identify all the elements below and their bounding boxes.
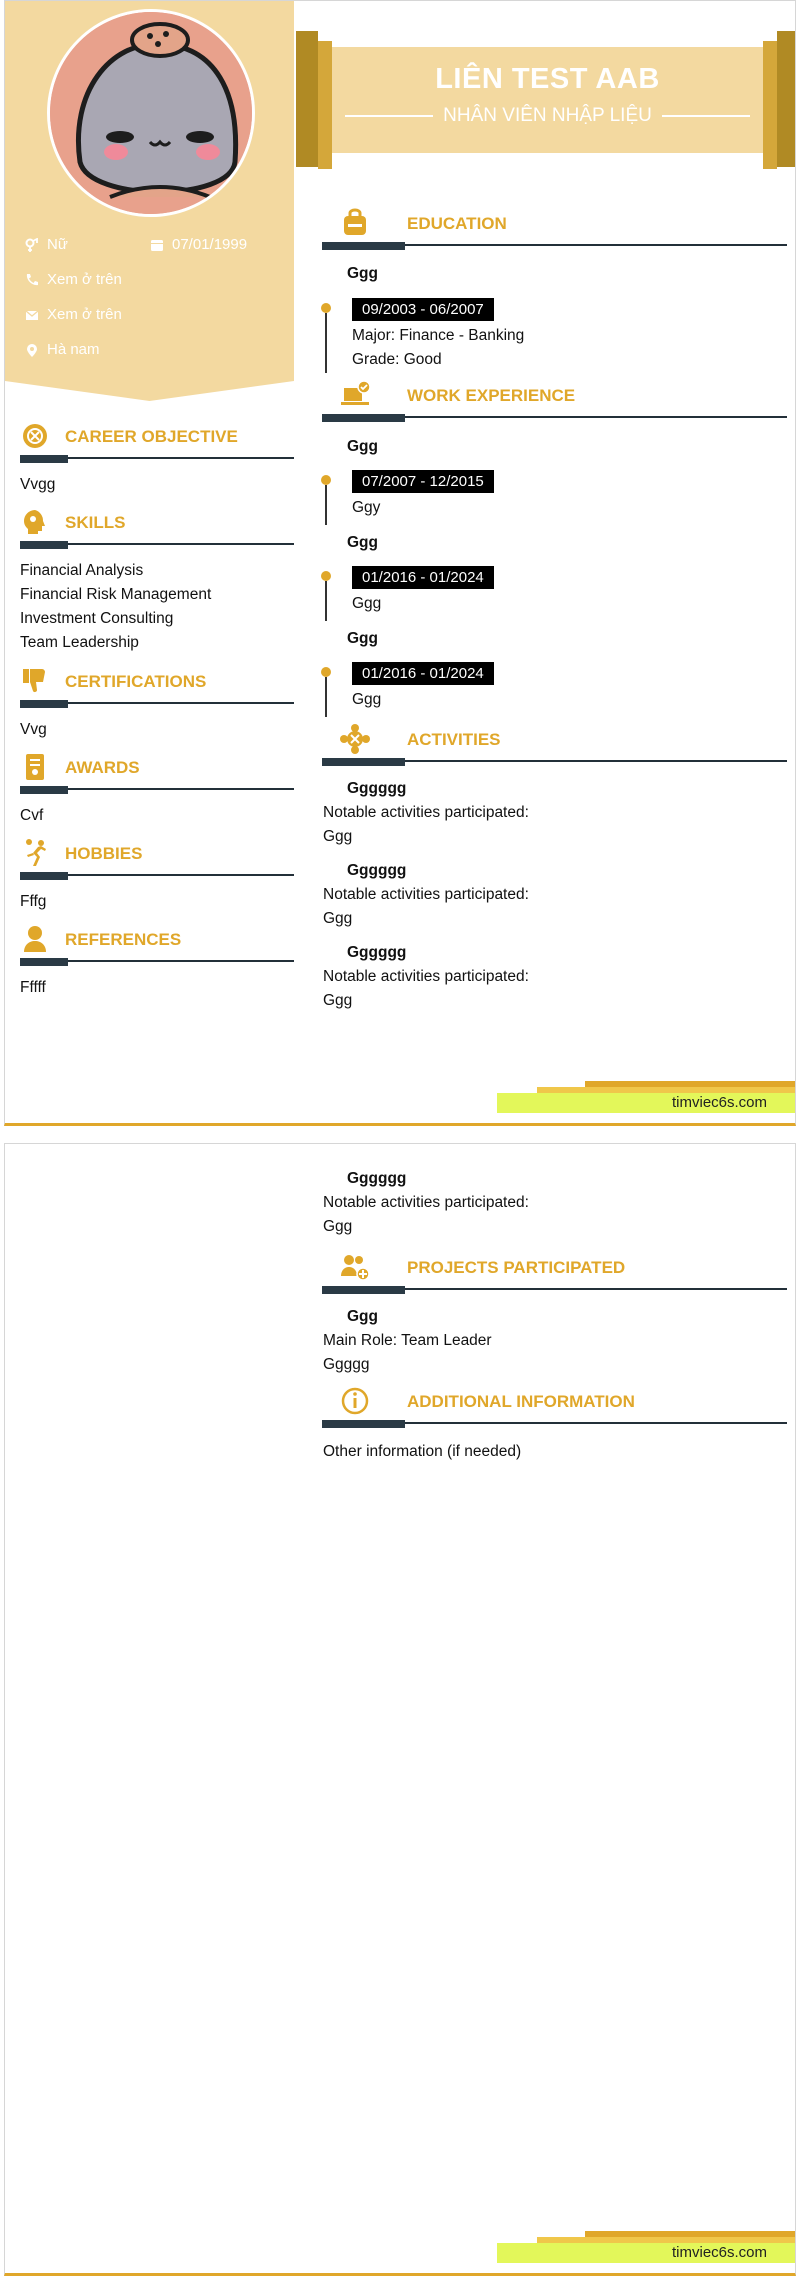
title-rule-right <box>662 115 750 117</box>
section-career-objective <box>20 421 294 465</box>
gender-icon <box>25 238 39 252</box>
phone-icon <box>25 273 39 287</box>
work-dates: 01/2016 - 01/2024 <box>352 566 494 589</box>
company-name: Ggg <box>347 630 378 647</box>
activity-description: Ggg <box>323 910 353 927</box>
company-name: Ggg <box>347 438 378 455</box>
email-field <box>25 306 122 323</box>
section-title: ADDITIONAL INFORMATION <box>407 1392 635 1411</box>
section-rule-accent <box>20 872 68 880</box>
header-decor-left-inner <box>318 41 332 169</box>
education-grade: Grade: Good <box>352 351 442 368</box>
activity-description: Ggg <box>323 992 353 1009</box>
info-icon <box>340 1386 370 1416</box>
skill-item: Investment Consulting <box>20 610 174 627</box>
gender-field <box>25 236 68 253</box>
calendar-icon <box>150 238 164 252</box>
section-rule-accent <box>322 1420 405 1428</box>
section-hobbies <box>20 838 294 882</box>
section-awards <box>20 752 294 796</box>
project-name: Ggg <box>347 1308 378 1325</box>
person-icon <box>20 924 50 954</box>
dob-text: 07/01/1999 <box>172 236 248 253</box>
footer-site-link[interactable]: timviec6s.com <box>672 1094 768 1111</box>
cv-page-2 <box>4 1143 796 2276</box>
timeline-dot <box>321 475 331 485</box>
work-dates: 01/2016 - 01/2024 <box>352 662 494 685</box>
location-icon <box>25 343 39 357</box>
email-icon <box>25 308 39 322</box>
add-user-icon <box>340 1252 370 1282</box>
project-role: Main Role: Team Leader <box>323 1332 492 1349</box>
activity-name: Gggggg <box>347 1170 407 1187</box>
section-title: CAREER OBJECTIVE <box>65 427 238 446</box>
section-projects <box>322 1252 787 1296</box>
cv-page-1 <box>4 0 796 1126</box>
section-skills <box>20 507 294 551</box>
section-certifications <box>20 666 294 710</box>
flower-badge-icon <box>340 724 370 754</box>
hobbies-text: Fffg <box>20 893 47 910</box>
activity-description: Ggg <box>323 828 353 845</box>
section-references <box>20 924 294 968</box>
activity-label: Notable activities participated: <box>323 968 529 985</box>
activity-label: Notable activities participated: <box>323 804 529 821</box>
section-title: SKILLS <box>65 513 126 532</box>
activity-description: Ggg <box>323 1218 353 1235</box>
job-title-row <box>345 105 750 127</box>
section-title: CERTIFICATIONS <box>65 672 207 691</box>
title-rule-left <box>345 115 433 117</box>
skill-item: Financial Risk Management <box>20 586 212 603</box>
dob-field <box>150 236 247 253</box>
section-rule-accent <box>322 414 405 422</box>
section-title: HOBBIES <box>65 844 143 863</box>
backpack-icon <box>340 208 370 238</box>
timeline-line <box>325 581 327 621</box>
section-title: AWARDS <box>65 758 140 777</box>
section-title: EDUCATION <box>407 214 507 233</box>
target-icon <box>20 421 50 451</box>
section-rule-accent <box>20 541 68 549</box>
education-major: Major: Finance - Banking <box>352 327 525 344</box>
activity-label: Notable activities participated: <box>323 886 529 903</box>
email-text: Xem ở trên <box>47 306 122 323</box>
work-dates: 07/2007 - 12/2015 <box>352 470 494 493</box>
section-title: ACTIVITIES <box>407 730 501 749</box>
volleyball-player-icon <box>20 838 50 868</box>
header-decor-right <box>777 31 796 167</box>
award-certificate-icon <box>20 752 50 782</box>
section-title: PROJECTS PARTICIPATED <box>407 1258 626 1277</box>
section-title: WORK EXPERIENCE <box>407 386 576 405</box>
work-description: Ggg <box>352 691 382 708</box>
references-text: Fffff <box>20 979 46 996</box>
thumbs-down-icon <box>20 666 50 696</box>
laptop-icon <box>340 380 370 410</box>
footer-site-link[interactable]: timviec6s.com <box>672 2244 768 2261</box>
address-text: Hà nam <box>47 341 100 358</box>
school-name: Ggg <box>347 265 378 282</box>
timeline-line <box>325 313 327 373</box>
section-additional-info <box>322 1386 787 1430</box>
gender-text: Nữ <box>47 236 68 253</box>
timeline-dot <box>321 667 331 677</box>
work-description: Ggg <box>352 595 382 612</box>
section-rule-accent <box>20 786 68 794</box>
certifications-text: Vvg <box>20 721 47 738</box>
header-decor-right-inner <box>763 41 777 169</box>
section-rule-accent <box>322 242 405 250</box>
address-field <box>25 341 100 358</box>
header-decor-left <box>296 31 318 167</box>
project-description: Ggggg <box>323 1356 370 1373</box>
section-title: REFERENCES <box>65 930 182 949</box>
section-rule-accent <box>20 700 68 708</box>
phone-text: Xem ở trên <box>47 271 122 288</box>
awards-text: Cvf <box>20 807 44 824</box>
work-description: Ggy <box>352 499 381 516</box>
full-name: LIÊN TEST AAB <box>435 63 660 95</box>
additional-info-text: Other information (if needed) <box>323 1443 522 1460</box>
skill-item: Financial Analysis <box>20 562 144 579</box>
section-rule-accent <box>20 455 68 463</box>
education-dates: 09/2003 - 06/2007 <box>352 298 494 321</box>
section-work-experience <box>322 380 787 424</box>
activity-label: Notable activities participated: <box>323 1194 529 1211</box>
brain-icon <box>20 507 50 537</box>
activity-name: Gggggg <box>347 780 407 797</box>
section-education <box>322 208 787 252</box>
section-rule-accent <box>322 1286 405 1294</box>
section-rule-accent <box>322 758 405 766</box>
activity-name: Gggggg <box>347 944 407 961</box>
timeline-line <box>325 485 327 525</box>
timeline-line <box>325 677 327 717</box>
activity-name: Gggggg <box>347 862 407 879</box>
company-name: Ggg <box>347 534 378 551</box>
section-rule-accent <box>20 958 68 966</box>
timeline-dot <box>321 303 331 313</box>
timeline-dot <box>321 571 331 581</box>
career-objective-text: Vvgg <box>20 476 56 493</box>
skill-item: Team Leadership <box>20 634 139 651</box>
job-title: NHÂN VIÊN NHẬP LIỆU <box>443 105 652 126</box>
phone-field <box>25 271 122 288</box>
section-activities <box>322 724 787 768</box>
avatar <box>47 9 255 217</box>
